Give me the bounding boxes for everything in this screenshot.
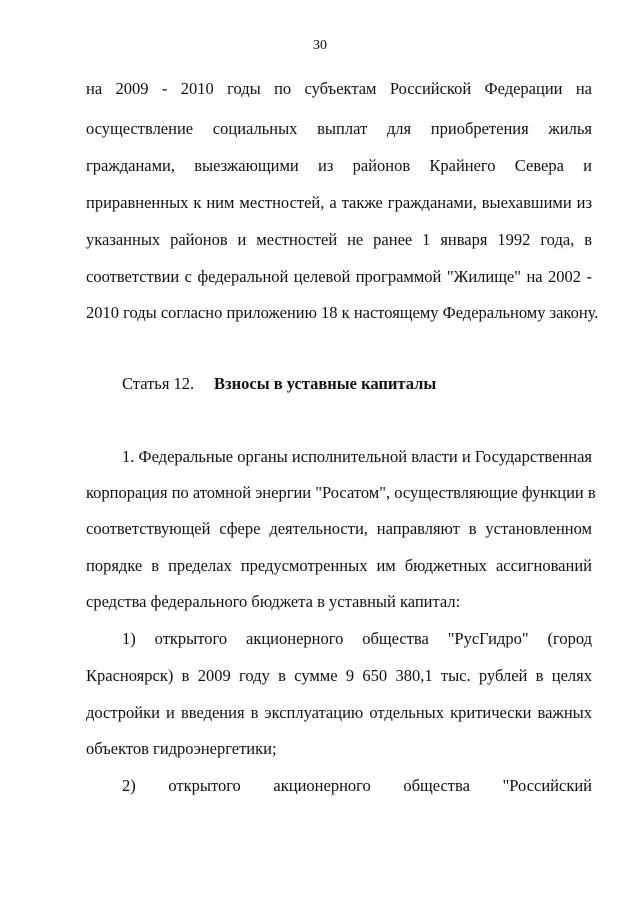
article-label: Статья 12.	[122, 374, 195, 393]
intro-line: осуществление социальных выплат для приобретения жилья	[86, 119, 592, 138]
list-item-line: 1) открытого акционерного общества "РусГидро" (город	[122, 629, 592, 648]
paragraph-line: порядке в пределах предусмотренных им бюджетных ассигнований	[86, 556, 592, 575]
article-title: Взносы в уставные капиталы	[214, 374, 437, 393]
paragraph-line: соответствующей сфере деятельности, направляют в установленном	[86, 519, 592, 538]
page-number: 30	[313, 38, 327, 53]
intro-line: на 2009 - 2010 годы по субъектам Российской Федерации на	[86, 79, 592, 98]
list-item-line: достройки и введения в эксплуатацию отдельных критически важных	[86, 703, 592, 722]
intro-line: приравненных к ним местностей, а также гражданами, выехавшими из	[86, 193, 592, 212]
list-item-line: объектов гидроэнергетики;	[86, 739, 277, 758]
intro-line: соответствии с федеральной целевой программой "Жилище" на 2002 -	[86, 267, 592, 286]
intro-line: указанных районов и местностей не ранее 1 января 1992 года, в	[86, 230, 592, 249]
list-item-line: Красноярск) в 2009 году в сумме 9 650 380,1 тыс. рублей в целях	[86, 666, 592, 685]
intro-line: 2010 годы согласно приложению 18 к настоящему Федеральному закону.	[86, 303, 599, 322]
paragraph-line: корпорация по атомной энергии "Росатом", осуществляющие функции в	[86, 483, 596, 502]
paragraph-line: средства федерального бюджета в уставный капитал:	[86, 592, 461, 611]
intro-line: гражданами, выезжающими из районов Крайнего Севера и	[86, 156, 592, 175]
paragraph-line: 1. Федеральные органы исполнительной власти и Государственная	[122, 447, 592, 466]
list-item-line: 2) открытого акционерного общества "Российский	[122, 776, 592, 795]
